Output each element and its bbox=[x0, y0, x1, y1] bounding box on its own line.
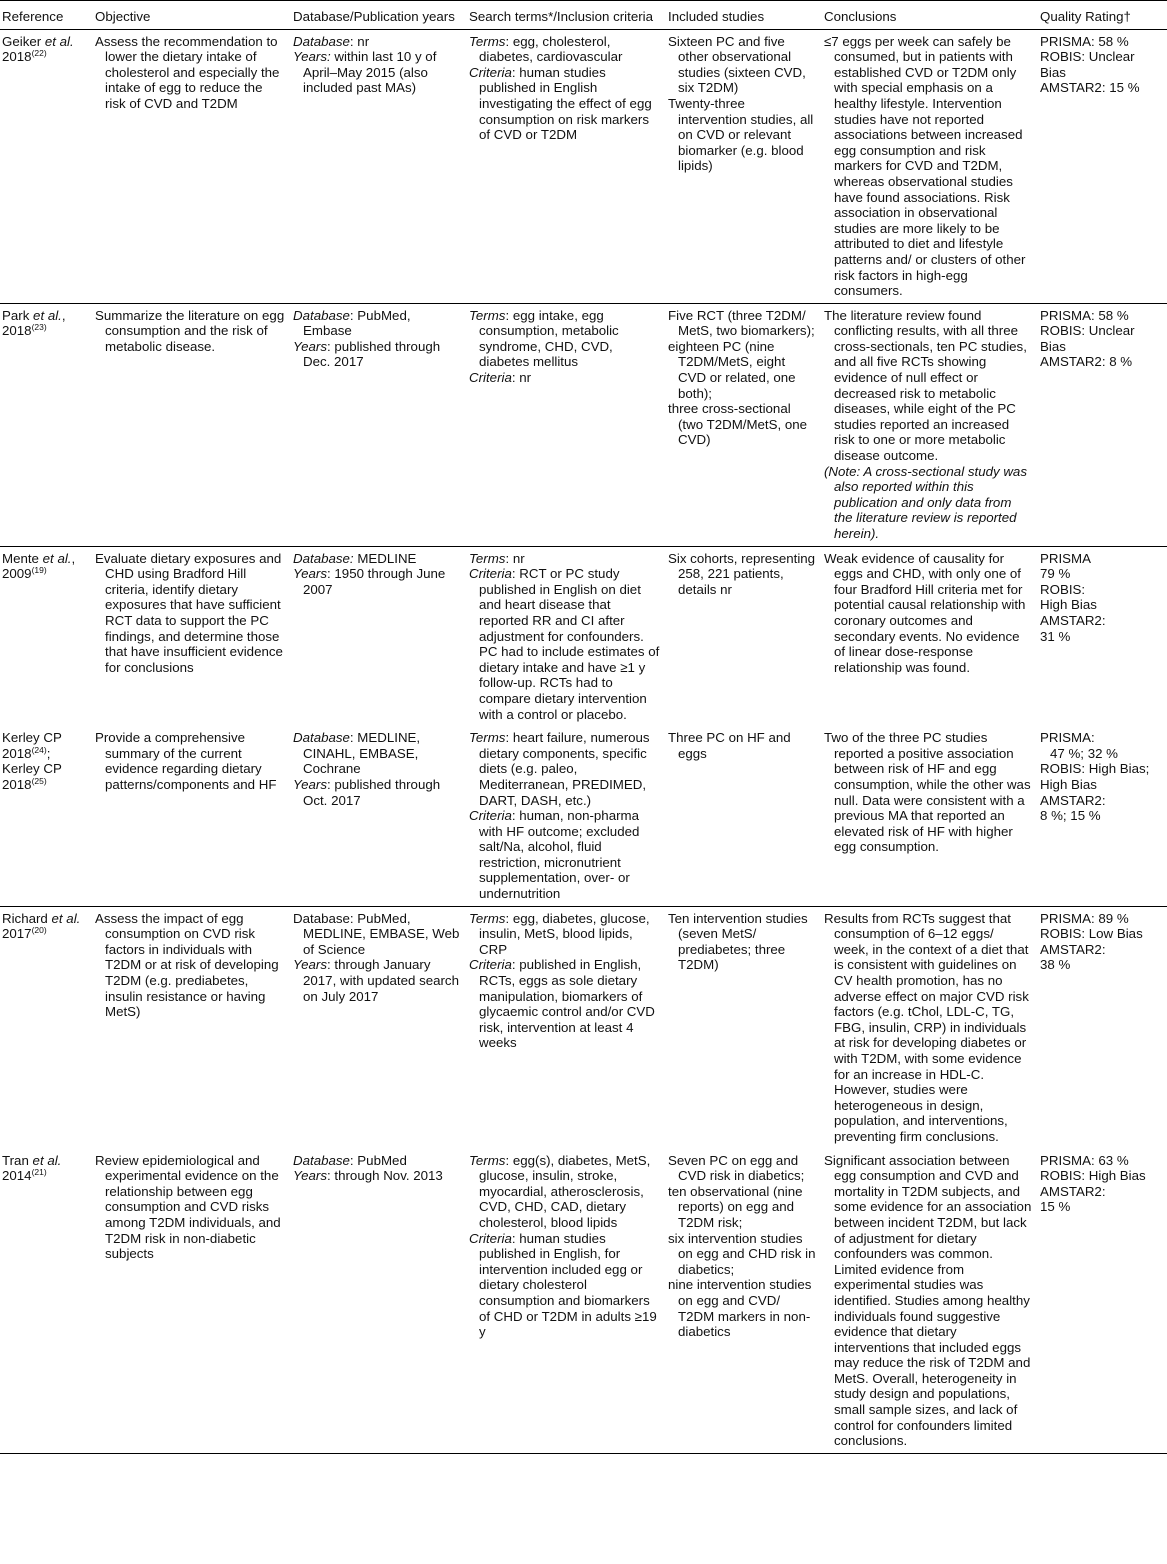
cell-included bbox=[664, 726, 820, 906]
quality-item: High Bias bbox=[1040, 776, 1097, 792]
criteria-line bbox=[469, 370, 660, 386]
criteria-label: Criteria bbox=[469, 957, 512, 973]
conclusions-text: ≤7 eggs per week can safely be consumed, but in patients with established CVD or T2DM only with special emphasis on a healthy lifestyle. Intervention studies have not reported associations between increased egg consumption and risk markers for CVD and T2DM, whereas observational studies have found associations. Risk association in observational studies are more likely to be attributed to diet and lifestyle patterns and/ or clusters of other risk factors in high-egg consumers. bbox=[824, 33, 1026, 299]
terms-value: : egg intake, egg consumption, metabolic syndrome, CHD, CVD, diabetes mellitus bbox=[479, 307, 619, 370]
quality-item: AMSTAR2: 8 % bbox=[1040, 354, 1133, 370]
criteria-value: : RCT or PC study published in English on diet and heart disease that reported RR and CI after adjustment for confounders. PC had to include estimates of dietary intake and have ≥1 y follow-up. RCTs had to compare dietary intervention with a control or placebo. bbox=[479, 566, 660, 722]
cell-database bbox=[289, 546, 465, 726]
col-header-database: Database/Publication years bbox=[293, 9, 455, 24]
database-label: Database bbox=[293, 307, 350, 323]
years-label: Years: bbox=[293, 49, 331, 65]
included-item: eighteen PC (nine T2DM/MetS, eight CVD or related, one both); bbox=[668, 338, 796, 401]
criteria-label: Criteria bbox=[469, 566, 512, 582]
quality-item: PRISMA: bbox=[1040, 730, 1095, 746]
cell-objective bbox=[91, 546, 289, 726]
quality-item: ROBIS: Unclear Bias bbox=[1040, 323, 1135, 354]
cell-search bbox=[465, 726, 664, 906]
cell-database bbox=[289, 906, 465, 1148]
quality-item: AMSTAR2: bbox=[1040, 941, 1106, 957]
criteria-label: Criteria bbox=[469, 808, 512, 824]
table-row bbox=[0, 1149, 1167, 1454]
terms-value: : egg, cholesterol, diabetes, cardiovascular bbox=[479, 33, 623, 65]
cell-quality bbox=[1036, 303, 1167, 546]
criteria-line bbox=[469, 65, 660, 143]
cell-quality bbox=[1036, 1149, 1167, 1454]
cell-database bbox=[289, 1149, 465, 1454]
cell-conclusions bbox=[820, 726, 1036, 906]
ref-citation: (19) bbox=[31, 565, 47, 576]
ref-citation: (20) bbox=[31, 925, 47, 936]
database-line bbox=[293, 34, 461, 50]
criteria-value: : nr bbox=[511, 370, 532, 386]
ref-citation: (24) bbox=[31, 744, 47, 755]
ref-author: Kerley CP 2018 bbox=[2, 730, 62, 761]
cell-reference bbox=[0, 546, 91, 726]
criteria-line bbox=[469, 808, 660, 902]
years-value: : 1950 through June 2007 bbox=[303, 566, 446, 597]
quality-item: 31 % bbox=[1040, 628, 1071, 644]
years-value: : through Nov. 2013 bbox=[327, 1168, 443, 1184]
conclusions-text: Results from RCTs suggest that consumption of 6–12 eggs/ week, in the context of a diet that is consistent with guidelines on CV health promotion, has no adverse effect on major CVD risk factors (e.g. tChol, LDL-C, TG, FBG, insulin, CRP) in individuals at risk for developing diabetes or with T2DM, with some evidence for an increase in HDL-C. However, studies were heterogeneous in design, population, and interventions, preventing firm conclusions. bbox=[824, 910, 1029, 1144]
cell-objective bbox=[91, 1149, 289, 1454]
cell-objective bbox=[91, 906, 289, 1148]
header-row bbox=[0, 1, 1167, 30]
cell-conclusions bbox=[820, 906, 1036, 1148]
database-value: MEDLINE bbox=[353, 550, 417, 566]
years-line bbox=[293, 777, 461, 808]
included-item: ten observational (nine reports) on egg and T2DM risk; bbox=[668, 1183, 803, 1230]
cell-search bbox=[465, 906, 664, 1148]
cell-reference bbox=[0, 1149, 91, 1454]
cell-conclusions bbox=[820, 546, 1036, 726]
cell-included bbox=[664, 303, 820, 546]
conclusions-text: Weak evidence of causality for eggs and CHD, with only one of four Bradford Hill criteria met for potential causal relationship with coronary outcomes and secondary events. No evidence of linear dose-response relationship was found. bbox=[824, 550, 1026, 675]
quality-item: AMSTAR2: bbox=[1040, 792, 1106, 808]
cell-search bbox=[465, 303, 664, 546]
col-header-objective: Objective bbox=[95, 9, 151, 24]
included-item: nine intervention studies on egg and CVD/ T2DM markers in non-diabetics bbox=[668, 1277, 812, 1340]
cell-reference bbox=[0, 29, 91, 303]
database-line bbox=[293, 308, 461, 339]
table-row bbox=[0, 726, 1167, 906]
years-value: : through January 2017, with updated search on July 2017 bbox=[303, 957, 459, 1004]
table-row bbox=[0, 906, 1167, 1148]
terms-line bbox=[469, 911, 660, 958]
objective-text: Assess the impact of egg consumption on CVD risk factors in individuals with T2DM or at risk of developing T2DM (e.g. prediabetes, insulin resistance or having MetS) bbox=[95, 910, 279, 1020]
database-value: : nr bbox=[349, 33, 370, 49]
ref-etal: et al. bbox=[33, 307, 62, 323]
cell-database bbox=[289, 29, 465, 303]
included-item: Five RCT (three T2DM/ MetS, two biomarkers); bbox=[668, 307, 815, 339]
col-header-conclusions: Conclusions bbox=[824, 9, 897, 24]
cell-quality bbox=[1036, 29, 1167, 303]
criteria-label: Criteria bbox=[469, 370, 512, 386]
quality-item: AMSTAR2: bbox=[1040, 1183, 1106, 1199]
cell-quality bbox=[1036, 726, 1167, 906]
ref-year: 2014 bbox=[2, 1168, 32, 1184]
database-line bbox=[293, 1153, 461, 1169]
ref-year: 2017 bbox=[2, 926, 32, 942]
cell-objective bbox=[91, 726, 289, 906]
ref-author-2: ; Kerley CP 2018 bbox=[2, 745, 62, 792]
ref-etal: et al. bbox=[32, 1152, 62, 1168]
years-line bbox=[293, 1168, 461, 1184]
years-value: within last 10 y of April–May 2015 (also included past MAs) bbox=[303, 49, 437, 96]
included-item: Six cohorts, representing 258, 221 patients, details nr bbox=[668, 550, 816, 597]
terms-line bbox=[469, 1153, 660, 1231]
included-item: three cross-sectional (two T2DM/MetS, one CVD) bbox=[668, 401, 808, 448]
ref-year: , 2018 bbox=[2, 307, 66, 339]
terms-label: Terms bbox=[469, 33, 506, 49]
included-item: six intervention studies on egg and CHD risk in diabetics; bbox=[668, 1230, 816, 1277]
objective-text: Provide a comprehensive summary of the current evidence regarding dietary patterns/components and HF bbox=[95, 730, 277, 792]
included-item: Twenty-three intervention studies, all on CVD or relevant biomarker (e.g. blood lipids) bbox=[668, 95, 814, 174]
database-label: Database bbox=[293, 910, 350, 926]
years-line bbox=[293, 339, 461, 370]
cell-quality bbox=[1036, 546, 1167, 726]
cell-reference bbox=[0, 726, 91, 906]
ref-citation: (22) bbox=[31, 48, 47, 59]
cell-reference bbox=[0, 303, 91, 546]
terms-value: : egg(s), diabetes, MetS, glucose, insulin, stroke, myocardial, atherosclerosis, CVD, CHD, CAD, dietary cholesterol, blood lipids bbox=[479, 1152, 651, 1230]
ref-year: , 2009 bbox=[2, 550, 76, 582]
terms-line bbox=[469, 551, 660, 567]
ref-citation: (21) bbox=[31, 1167, 47, 1178]
quality-item: PRISMA: 89 % bbox=[1040, 910, 1129, 926]
years-label: Years bbox=[293, 776, 328, 792]
quality-item: ROBIS: High Bias; bbox=[1040, 761, 1150, 777]
criteria-value: : published in English, RCTs, eggs as sole dietary manipulation, biomarkers of glycaemic control and/or CVD risk, intervention at least 4 weeks bbox=[479, 957, 655, 1051]
cell-included bbox=[664, 29, 820, 303]
col-header-reference: Reference bbox=[2, 9, 64, 24]
quality-item: 47 %; 32 % bbox=[1050, 745, 1119, 761]
conclusions-note: (Note: A cross-sectional study was also reported within this publication and only data from the literature review is reported herein). bbox=[824, 463, 1027, 541]
terms-label: Terms bbox=[469, 550, 506, 566]
col-header-search: Search terms*/Inclusion criteria bbox=[469, 9, 654, 24]
ref-etal: et al. bbox=[51, 910, 81, 926]
cell-search bbox=[465, 546, 664, 726]
database-label: Database bbox=[293, 33, 350, 49]
database-line bbox=[293, 551, 461, 567]
cell-quality bbox=[1036, 906, 1167, 1148]
cell-conclusions bbox=[820, 29, 1036, 303]
criteria-value: : human studies published in English, for intervention included egg or dietary cholesterol consumption and biomarkers of CHD or T2DM in adults ≥19 y bbox=[479, 1230, 657, 1340]
objective-text: Assess the recommendation to lower the dietary intake of cholesterol and especially the intake of egg to reduce the risk of CVD and T2DM bbox=[95, 33, 280, 111]
ref-etal: et al. bbox=[44, 33, 74, 49]
years-label: Years bbox=[293, 1168, 328, 1184]
cell-search bbox=[465, 29, 664, 303]
ref-author: Tran bbox=[2, 1152, 33, 1168]
ref-citation: (23) bbox=[31, 322, 47, 333]
quality-item: ROBIS: bbox=[1040, 581, 1086, 597]
cell-conclusions bbox=[820, 1149, 1036, 1454]
cell-objective bbox=[91, 29, 289, 303]
quality-item: ROBIS: Unclear Bias bbox=[1040, 49, 1135, 80]
years-value: : published through Oct. 2017 bbox=[303, 776, 441, 808]
quality-item: 38 % bbox=[1040, 957, 1071, 973]
terms-line bbox=[469, 34, 660, 65]
quality-item: AMSTAR2: bbox=[1040, 612, 1106, 628]
col-header-included: Included studies bbox=[668, 9, 765, 24]
years-value: : published through Dec. 2017 bbox=[303, 338, 441, 370]
conclusions-text: The literature review found conflicting results, with all three cross-sectionals, ten PC studies, and all five RCTs showing evidence of null effect or decreased risk to metabolic diseases, while eight of the PC studies reported an increased risk to one or more metabolic disease outcome. bbox=[824, 307, 1027, 464]
terms-value: : heart failure, numerous dietary components, specific diets (e.g. paleo, Mediterranean, PREDIMED, DART, DASH, etc.) bbox=[479, 730, 650, 808]
database-line bbox=[293, 730, 461, 777]
quality-item: ROBIS: Low Bias bbox=[1040, 926, 1143, 942]
ref-year: 2018 bbox=[2, 49, 32, 65]
database-label: Database bbox=[293, 1152, 350, 1168]
quality-item: 8 %; 15 % bbox=[1040, 808, 1101, 824]
included-item: Ten intervention studies (seven MetS/ prediabetes; three T2DM) bbox=[668, 910, 808, 973]
included-item: Sixteen PC and five other observational studies (sixteen CVD, six T2DM) bbox=[668, 33, 806, 96]
quality-item: 15 % bbox=[1040, 1199, 1071, 1215]
terms-label: Terms bbox=[469, 1152, 506, 1168]
ref-author: Mente bbox=[2, 550, 43, 566]
years-label: Years bbox=[293, 566, 328, 582]
terms-line bbox=[469, 308, 660, 370]
terms-label: Terms bbox=[469, 910, 506, 926]
database-label: Database: bbox=[293, 550, 354, 566]
criteria-line bbox=[469, 957, 660, 1051]
quality-item: PRISMA: 58 % bbox=[1040, 307, 1129, 323]
quality-item: PRISMA: 58 % bbox=[1040, 33, 1129, 49]
years-label: Years bbox=[293, 957, 328, 973]
ref-citation-2: (25) bbox=[31, 775, 47, 786]
conclusions-text: Two of the three PC studies reported a positive association between risk of HF and egg consumption, while the other was null. Data were consistent with a previous MA that reported an elevated risk of HF with higher egg consumption. bbox=[824, 730, 1031, 855]
database-value: : PubMed, MEDLINE, EMBASE, Web of Science bbox=[303, 910, 460, 957]
cell-search bbox=[465, 1149, 664, 1454]
included-item: Three PC on HF and eggs bbox=[668, 730, 791, 761]
cell-included bbox=[664, 906, 820, 1148]
objective-text: Evaluate dietary exposures and CHD using Bradford Hill criteria, identify dietary exposures that have sufficient RCT data to support the PC findings, and determine those that have insufficient evidence for conclusions bbox=[95, 550, 283, 675]
terms-label: Terms bbox=[469, 730, 506, 746]
ref-author: Richard bbox=[2, 910, 52, 926]
terms-value: : egg, diabetes, glucose, insulin, MetS, blood lipids, CRP bbox=[479, 910, 650, 957]
criteria-label: Criteria bbox=[469, 1230, 512, 1246]
years-line bbox=[293, 566, 461, 597]
cell-database bbox=[289, 726, 465, 906]
database-value: : MEDLINE, CINAHL, EMBASE, Cochrane bbox=[303, 730, 421, 777]
cell-objective bbox=[91, 303, 289, 546]
years-line bbox=[293, 957, 461, 1004]
database-line bbox=[293, 911, 461, 958]
terms-value: : nr bbox=[505, 550, 525, 566]
criteria-line bbox=[469, 566, 660, 722]
criteria-line bbox=[469, 1231, 660, 1340]
table-row bbox=[0, 546, 1167, 726]
included-item: Seven PC on egg and CVD risk in diabetics; bbox=[668, 1152, 805, 1184]
criteria-value: : human studies published in English investigating the effect of egg consumption on risk markers of CVD or T2DM bbox=[479, 64, 652, 143]
conclusions-text: Significant association between egg consumption and CVD and mortality in T2DM subjects, and some evidence for an association between incident T2DM, but lack of adjustment for dietary confounders was common. Limited evidence from experimental studies was identified. Studies among healthy individuals found suggestive evidence that dietary interventions that included eggs may reduce the risk of T2DM and MetS. Overall, heterogeneity in study design and populations, small sample sizes, and lack of control for confounders limited conclusions. bbox=[824, 1152, 1032, 1449]
quality-item: AMSTAR2: 15 % bbox=[1040, 80, 1140, 96]
objective-text: Summarize the literature on egg consumption and the risk of metabolic disease. bbox=[95, 307, 285, 354]
database-value: : PubMed, Embase bbox=[303, 307, 411, 339]
terms-label: Terms bbox=[469, 307, 506, 323]
quality-item: PRISMA bbox=[1040, 550, 1091, 566]
cell-conclusions bbox=[820, 303, 1036, 546]
criteria-value: : human, non-pharma with HF outcome; excluded salt/Na, alcohol, fluid restriction, micronutrient supplementation, over- or undernutrition bbox=[479, 808, 640, 902]
cell-included bbox=[664, 546, 820, 726]
objective-text: Review epidemiological and experimental evidence on the relationship between egg consumption and CVD risks among T2DM individuals, and T2DM risk in non-diabetic subjects bbox=[95, 1152, 281, 1262]
ref-author: Geiker bbox=[2, 33, 45, 49]
table-row bbox=[0, 29, 1167, 303]
col-header-quality: Quality Rating† bbox=[1040, 9, 1131, 24]
years-label: Years bbox=[293, 338, 328, 354]
years-line bbox=[293, 49, 461, 96]
quality-item: High Bias bbox=[1040, 597, 1097, 613]
ref-author: Park bbox=[2, 307, 34, 323]
terms-line bbox=[469, 730, 660, 808]
database-value: : PubMed bbox=[349, 1152, 407, 1168]
quality-item: ROBIS: High Bias bbox=[1040, 1168, 1146, 1184]
cell-reference bbox=[0, 906, 91, 1148]
quality-item: PRISMA: 63 % bbox=[1040, 1152, 1129, 1168]
table-row bbox=[0, 303, 1167, 546]
cell-database bbox=[289, 303, 465, 546]
database-label: Database bbox=[293, 730, 350, 746]
cell-included bbox=[664, 1149, 820, 1454]
ref-etal: et al. bbox=[42, 550, 72, 566]
quality-item: 79 % bbox=[1040, 566, 1071, 582]
criteria-label: Criteria bbox=[469, 64, 512, 80]
